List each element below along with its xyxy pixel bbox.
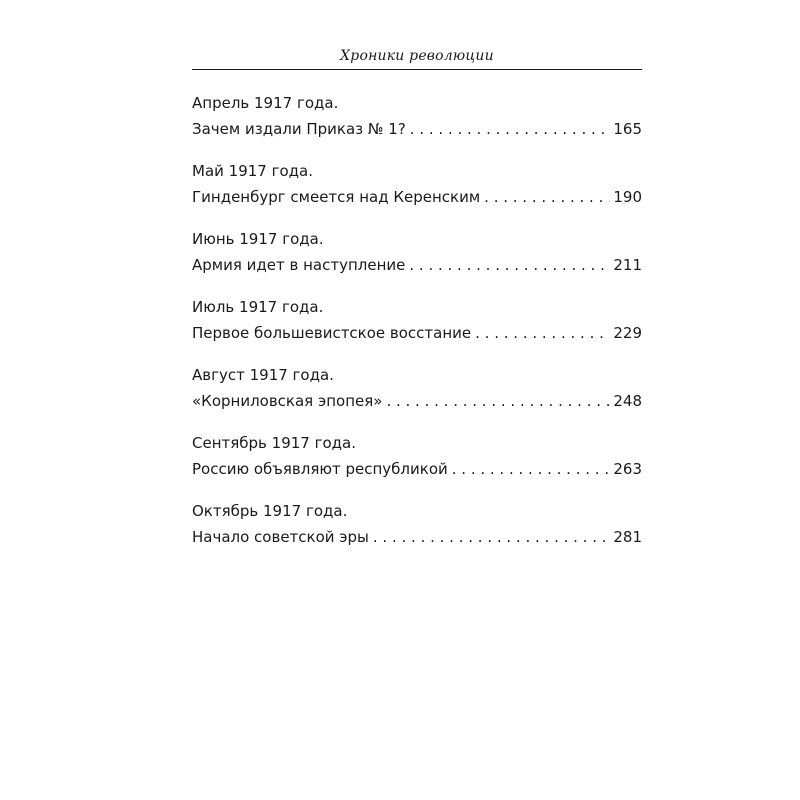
toc-entry-page-number: 248 <box>613 392 642 410</box>
dot-leader <box>386 389 610 413</box>
dot-leader <box>475 321 610 345</box>
table-of-contents <box>192 91 642 567</box>
toc-entry-title: Начало советской эры <box>192 528 369 546</box>
toc-entry-page-number: 211 <box>613 256 642 274</box>
toc-entry <box>192 227 642 295</box>
toc-entry-title: Первое большевистское восстание <box>192 324 472 342</box>
toc-entry <box>192 91 642 159</box>
toc-entry-month: Октябрь 1917 года. <box>192 502 348 520</box>
toc-entry-month: Июнь 1917 года. <box>192 230 324 248</box>
toc-entry-line <box>192 525 642 549</box>
toc-entry-title: Гинденбург смеется над Керенским <box>192 188 481 206</box>
toc-entry-title: Россию объявляют республикой <box>192 460 448 478</box>
toc-entry-month: Август 1917 года. <box>192 366 334 384</box>
toc-entry-line <box>192 117 642 141</box>
toc-entry-line <box>192 185 642 209</box>
dot-leader <box>373 525 610 549</box>
running-head: Хроники революции <box>340 48 494 64</box>
toc-entry-month: Май 1917 года. <box>192 162 313 180</box>
dot-leader <box>452 457 611 481</box>
toc-entry-title: «Корниловская эпопея» <box>192 392 383 410</box>
header-rule <box>192 69 642 70</box>
dot-leader <box>410 117 611 141</box>
toc-entry <box>192 159 642 227</box>
dot-leader <box>409 253 610 277</box>
toc-entry-page-number: 263 <box>613 460 642 478</box>
dot-leader <box>484 185 610 209</box>
toc-entry-page-number: 229 <box>613 324 642 342</box>
toc-entry-page-number: 190 <box>613 188 642 206</box>
toc-entry <box>192 499 642 567</box>
toc-entry-line <box>192 389 642 413</box>
toc-entry-line <box>192 321 642 345</box>
toc-entry-page-number: 281 <box>613 528 642 546</box>
toc-entry-page-number: 165 <box>613 120 642 138</box>
toc-entry <box>192 431 642 499</box>
toc-entry-month: Июль 1917 года. <box>192 298 324 316</box>
toc-entry-line <box>192 253 642 277</box>
toc-entry-title: Армия идет в наступление <box>192 256 406 274</box>
toc-entry <box>192 295 642 363</box>
toc-entry-line <box>192 457 642 481</box>
toc-entry-title: Зачем издали Приказ № 1? <box>192 120 406 138</box>
toc-entry-month: Апрель 1917 года. <box>192 94 339 112</box>
toc-entry-month: Сентябрь 1917 года. <box>192 434 356 452</box>
book-page <box>192 0 642 800</box>
toc-entry <box>192 363 642 431</box>
